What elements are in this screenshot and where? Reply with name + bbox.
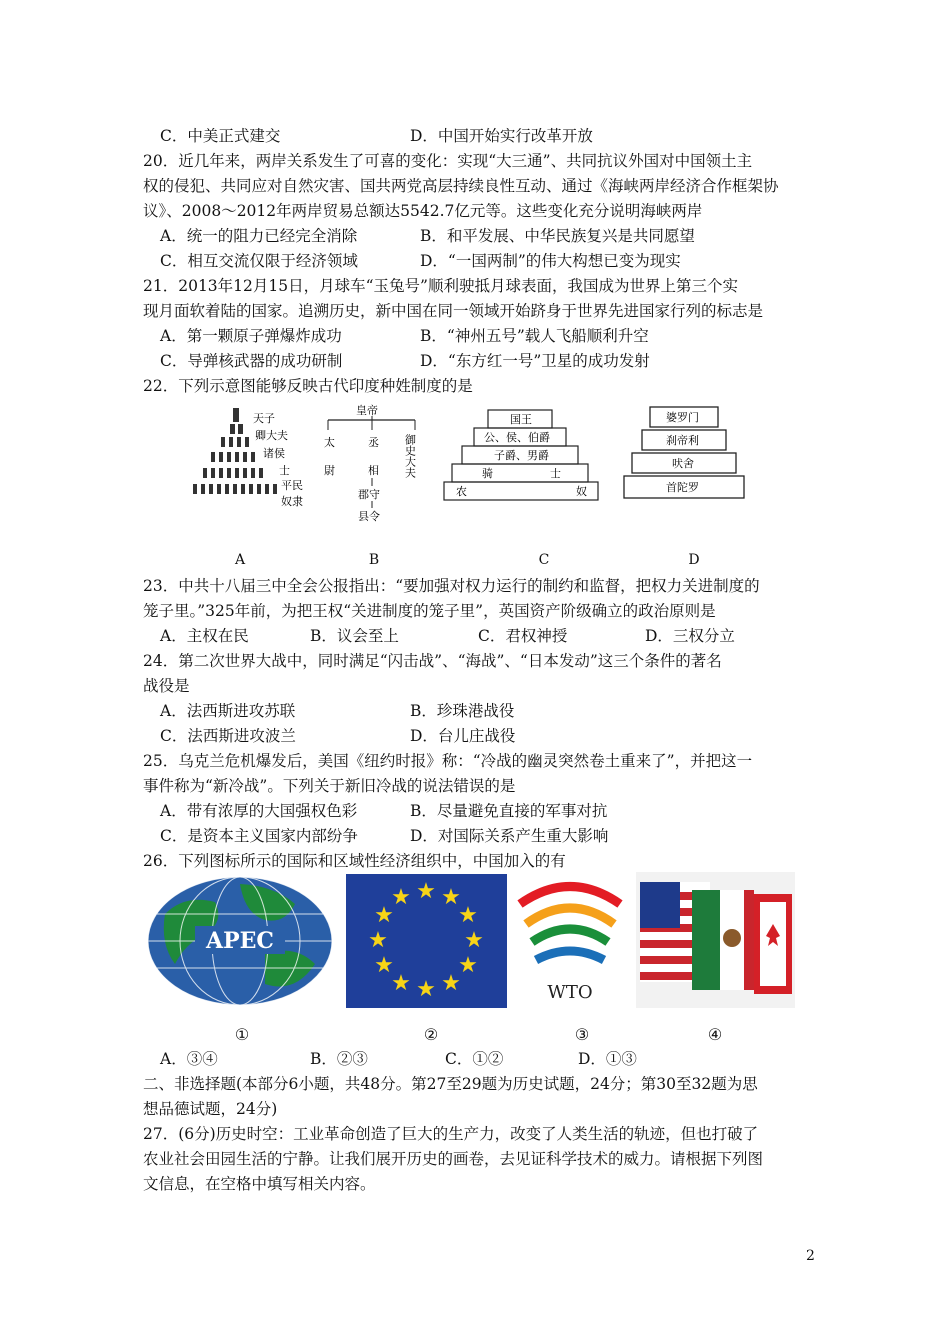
q24-stem-1: 24．第二次世界大战中，同时满足“闪击战”、“海战”、“日本发动”这三个条件的著名 xyxy=(143,652,722,670)
q26-option-b: B．②③ xyxy=(310,1050,368,1068)
q25-stem-1: 25．乌克兰危机爆发后，美国《纽约时报》称：“冷战的幽灵突然卷土重来了”，并把这一 xyxy=(143,752,753,770)
svg-text:★: ★ xyxy=(391,971,411,996)
eu-flag xyxy=(346,874,507,1008)
svg-text:吠舍: 吠舍 xyxy=(672,457,694,470)
q23-option-d: D．三权分立 xyxy=(645,627,735,645)
svg-text:尉: 尉 xyxy=(324,464,335,477)
wto-logo xyxy=(512,874,628,1008)
q21-stem-1: 21．2013年12月15日，月球车“玉兔号”顺利驶抵月球表面，我国成为世界上第三个实 xyxy=(143,277,738,295)
wto-logo-text: WTO xyxy=(547,982,593,1003)
svg-text:农: 农 xyxy=(456,485,467,498)
svg-text:县令: 县令 xyxy=(358,510,380,523)
svg-text:郡守: 郡守 xyxy=(358,488,380,501)
svg-text:首陀罗: 首陀罗 xyxy=(666,481,699,494)
q24-option-a: A．法西斯进攻苏联 xyxy=(160,702,296,720)
q24-stem-2: 战役是 xyxy=(143,677,190,695)
fig-a-pingmin: 平民 xyxy=(281,479,303,492)
apec-logo-text: APEC xyxy=(206,928,274,954)
q20-stem-1: 20．近几年来，两岸关系发生了可喜的变化：实现“大三通”、共同抗议外国对中国领土主 xyxy=(143,152,753,170)
q23-stem-2: 笼子里。”325年前，为把王权“关进制度的笼子里”，英国资产阶级确立的政治原则是 xyxy=(143,602,716,620)
part2-heading-1: 二、非选择题(本部分6小题，共48分。第27至29题为历史试题，24分；第30至32题为思 xyxy=(143,1075,758,1093)
q20-stem-2: 权的侵犯、共同应对自然灾害、国共两党高层持续良性互动、通过《海峡两岸经济合作框架协 xyxy=(143,177,779,195)
q26-num-3: ③ xyxy=(574,1025,590,1044)
page-number: 2 xyxy=(806,1248,815,1264)
q26-num-4: ④ xyxy=(707,1025,723,1044)
svg-text:★: ★ xyxy=(374,903,394,928)
svg-text:骑: 骑 xyxy=(482,467,493,480)
q23-option-b: B．议会至上 xyxy=(310,627,399,645)
q22-label-c: C xyxy=(538,552,550,568)
svg-text:奴: 奴 xyxy=(576,485,587,498)
q22-label-a: A xyxy=(234,552,246,568)
q25-stem-2: 事件称为“新冷战”。下列关于新旧冷战的说法错误的是 xyxy=(143,777,516,795)
q20-option-d: D．“一国两制”的伟大构想已变为现实 xyxy=(420,252,681,270)
q22-label-d: D xyxy=(688,552,700,568)
q22-figure-b xyxy=(320,402,428,524)
svg-text:御史大夫: 御史大夫 xyxy=(403,434,417,478)
q22-label-b: B xyxy=(368,552,380,568)
q27-stem-2: 农业社会田园生活的宁静。让我们展开历史的画卷，去见证科学技术的威力。请根据下列图 xyxy=(143,1150,764,1168)
q26-option-c: C．①② xyxy=(445,1050,504,1068)
q22-figure-d xyxy=(622,404,746,504)
q19-option-d: D．中国开始实行改革开放 xyxy=(410,127,593,145)
q21-option-a: A．第一颗原子弹爆炸成功 xyxy=(160,327,342,345)
q21-option-d: D．“东方红一号”卫星的成功发射 xyxy=(420,352,650,370)
q23-option-a: A．主权在民 xyxy=(160,627,249,645)
q25-option-c: C．是资本主义国家内部纷争 xyxy=(160,827,358,845)
nafta-flags xyxy=(636,872,795,1008)
q20-option-c: C．相互交流仅限于经济领域 xyxy=(160,252,358,270)
svg-text:子爵、男爵: 子爵、男爵 xyxy=(494,449,549,462)
q19-option-c: C．中美正式建交 xyxy=(160,127,281,145)
q22-stem: 22．下列示意图能够反映古代印度种姓制度的是 xyxy=(143,377,473,395)
q26-num-2: ② xyxy=(423,1025,439,1044)
q26-option-a: A．③④ xyxy=(160,1050,218,1068)
svg-text:★: ★ xyxy=(458,953,478,978)
svg-text:皇帝: 皇帝 xyxy=(356,404,378,417)
q21-stem-2: 现月面软着陆的国家。追溯历史，新中国在同一领域开始跻身于世界先进国家行列的标志是 xyxy=(143,302,764,320)
q24-option-b: B．珍珠港战役 xyxy=(410,702,515,720)
q23-stem-1: 23．中共十八届三中全会公报指出：“要加强对权力运行的制约和监督，把权力关进制度的 xyxy=(143,577,760,595)
q26-option-d: D．①③ xyxy=(578,1050,637,1068)
svg-text:★: ★ xyxy=(416,879,436,904)
svg-text:★: ★ xyxy=(458,903,478,928)
q21-option-c: C．导弹核武器的成功研制 xyxy=(160,352,343,370)
q20-option-b: B．和平发展、中华民族复兴是共同愿望 xyxy=(420,227,695,245)
q25-option-d: D．对国际关系产生重大影响 xyxy=(410,827,609,845)
svg-text:★: ★ xyxy=(441,885,461,910)
q27-stem-3: 文信息，在空格中填写相关内容。 xyxy=(143,1175,376,1193)
fig-a-tianzi: 天子 xyxy=(253,412,275,425)
q25-option-a: A．带有浓厚的大国强权色彩 xyxy=(160,802,358,820)
q22-figure-a xyxy=(183,402,313,522)
fig-a-shi: 士 xyxy=(279,464,290,477)
q20-option-a: A．统一的阻力已经完全消除 xyxy=(160,227,358,245)
q26-stem: 26．下列图标所示的国际和区域性经济组织中，中国加入的有 xyxy=(143,852,566,870)
svg-text:★: ★ xyxy=(441,971,461,996)
svg-text:★: ★ xyxy=(416,977,436,1002)
q20-stem-3: 议》、2008～2012年两岸贸易总额达5542.7亿元等。这些变化充分说明海峡两岸 xyxy=(143,202,703,220)
svg-text:★: ★ xyxy=(391,885,411,910)
q21-option-b: B．“神州五号”载人飞船顺利升空 xyxy=(420,327,649,345)
q24-option-d: D．台儿庄战役 xyxy=(410,727,516,745)
q27-stem-1: 27．(6分)历史时空：工业革命创造了巨大的生产力，改变了人类生活的轨迹，但也打破了 xyxy=(143,1125,759,1143)
svg-text:相: 相 xyxy=(368,464,379,477)
svg-text:士: 士 xyxy=(550,467,561,480)
svg-text:太: 太 xyxy=(324,436,335,449)
part2-heading-2: 想品德试题，24分) xyxy=(143,1100,278,1118)
svg-text:★: ★ xyxy=(374,953,394,978)
svg-text:婆罗门: 婆罗门 xyxy=(666,411,699,424)
q26-num-1: ① xyxy=(234,1025,250,1044)
apec-logo xyxy=(145,874,335,1008)
fig-a-zhuhou: 诸侯 xyxy=(263,447,285,460)
q22-figure-c xyxy=(442,406,602,504)
fig-a-nuli: 奴隶 xyxy=(281,495,303,508)
svg-text:刹帝利: 刹帝利 xyxy=(666,434,699,447)
svg-text:公、侯、伯爵: 公、侯、伯爵 xyxy=(484,431,550,444)
svg-text:★: ★ xyxy=(368,928,388,953)
q24-option-c: C．法西斯进攻波兰 xyxy=(160,727,296,745)
q23-option-c: C．君权神授 xyxy=(478,627,568,645)
svg-text:★: ★ xyxy=(464,928,484,953)
svg-text:国王: 国王 xyxy=(510,413,532,426)
q25-option-b: B．尽量避免直接的军事对抗 xyxy=(410,802,608,820)
svg-text:丞: 丞 xyxy=(368,436,379,449)
fig-a-qingdafu: 卿大夫 xyxy=(255,429,288,442)
